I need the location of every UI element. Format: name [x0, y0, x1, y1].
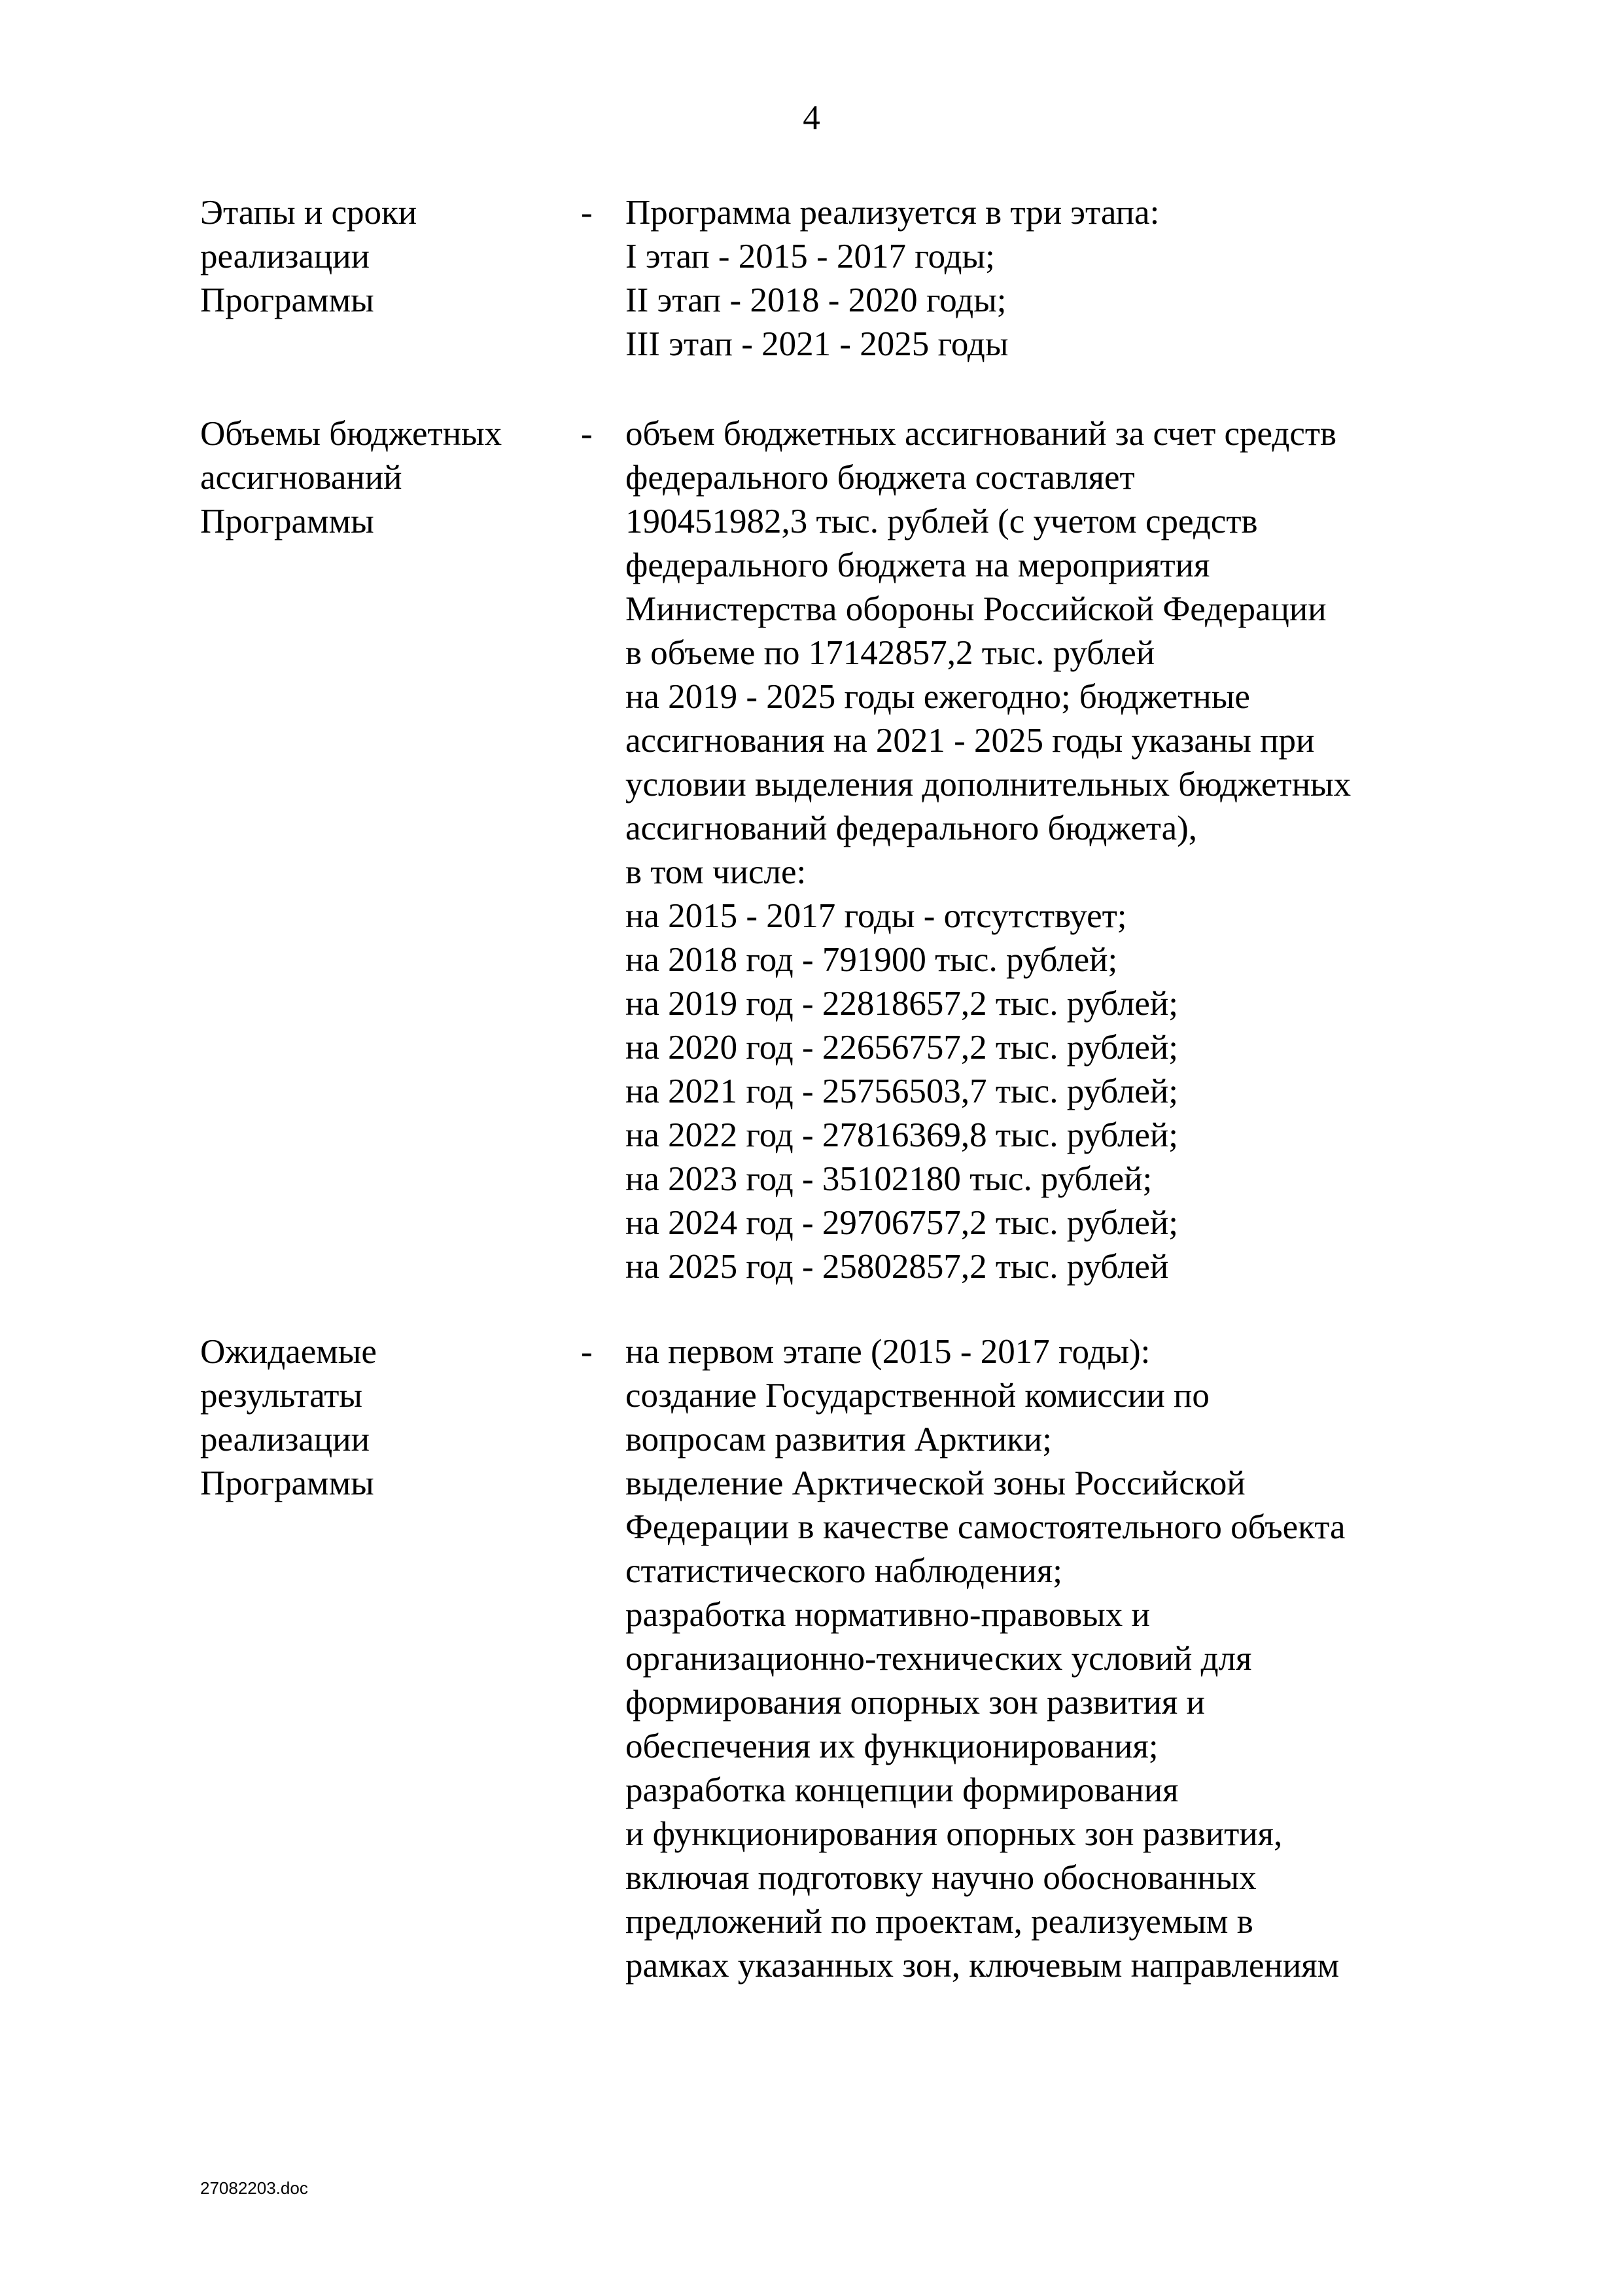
content-line: III этап - 2021 - 2025 годы: [625, 325, 1009, 363]
content-line: обеспечения их функционирования;: [625, 1727, 1159, 1765]
content-line: статистического наблюдения;: [625, 1552, 1063, 1590]
page-number: 4: [803, 99, 820, 137]
content-line: федерального бюджета на мероприятия: [625, 546, 1210, 584]
content-line: на 2019 год - 22818657,2 тыс. рублей;: [625, 985, 1178, 1023]
section-content: [625, 412, 1476, 1289]
content-line: на первом этапе (2015 - 2017 годы):: [625, 1333, 1151, 1371]
content-line: и функционирования опорных зон развития,: [625, 1815, 1283, 1853]
content-line: разработка концепции формирования: [625, 1771, 1179, 1809]
content-line: на 2021 год - 25756503,7 тыс. рублей;: [625, 1072, 1178, 1110]
content-line: в объеме по 17142857,2 тыс. рублей: [625, 634, 1155, 672]
content-line: ассигнования на 2021 - 2025 годы указаны при: [625, 722, 1315, 760]
section-dash: -: [581, 415, 593, 453]
content-line: создание Государственной комиссии по: [625, 1377, 1210, 1415]
content-line: I этап - 2015 - 2017 годы;: [625, 238, 995, 275]
content-line: предложений по проектам, реализуемым в: [625, 1903, 1253, 1941]
content-line: на 2025 год - 25802857,2 тыс. рублей: [625, 1248, 1169, 1286]
section-label: Этапы и сроки реализации Программы: [200, 194, 417, 319]
content-line: формирования опорных зон развития и: [625, 1684, 1205, 1722]
content-line: II этап - 2018 - 2020 годы;: [625, 281, 1007, 319]
content-line: на 2019 - 2025 годы ежегодно; бюджетные: [625, 678, 1250, 716]
section-label: Объемы бюджетных ассигнований Программы: [200, 415, 502, 540]
section-label: Ожидаемые результаты реализации Программы: [200, 1333, 377, 1502]
content-line: на 2020 год - 22656757,2 тыс. рублей;: [625, 1029, 1178, 1067]
section-content: [625, 191, 1476, 366]
content-line: разработка нормативно-правовых и: [625, 1596, 1150, 1634]
content-line: вопросам развития Арктики;: [625, 1421, 1053, 1458]
content-line: условии выделения дополнительных бюджетных: [625, 766, 1352, 804]
section-dash: -: [581, 194, 593, 232]
section-content: [625, 1330, 1476, 1988]
content-line: в том числе:: [625, 853, 807, 891]
content-line: ассигнований федерального бюджета),: [625, 809, 1198, 847]
content-line: Программа реализуется в три этапа:: [625, 194, 1160, 232]
section-dash: -: [581, 1333, 593, 1371]
content-line: Федерации в качестве самостоятельного объекта: [625, 1508, 1346, 1546]
content-line: на 2023 год - 35102180 тыс. рублей;: [625, 1160, 1153, 1198]
content-line: объем бюджетных ассигнований за счет средств: [625, 415, 1337, 453]
content-line: организационно-технических условий для: [625, 1640, 1252, 1678]
content-line: включая подготовку научно обоснованных: [625, 1859, 1257, 1897]
content-line: на 2024 год - 29706757,2 тыс. рублей;: [625, 1204, 1178, 1242]
content-line: рамках указанных зон, ключевым направлениям: [625, 1947, 1340, 1985]
footer-filename: 27082203.doc: [200, 2178, 308, 2198]
content-line: 190451982,3 тыс. рублей (с учетом средств: [625, 503, 1258, 540]
content-line: федерального бюджета составляет: [625, 459, 1135, 497]
content-line: на 2022 год - 27816369,8 тыс. рублей;: [625, 1116, 1178, 1154]
content-line: Министерства обороны Российской Федерации: [625, 590, 1327, 628]
content-line: на 2015 - 2017 годы - отсутствует;: [625, 897, 1127, 935]
content-line: выделение Арктической зоны Российской: [625, 1464, 1246, 1502]
content-line: на 2018 год - 791900 тыс. рублей;: [625, 941, 1118, 979]
